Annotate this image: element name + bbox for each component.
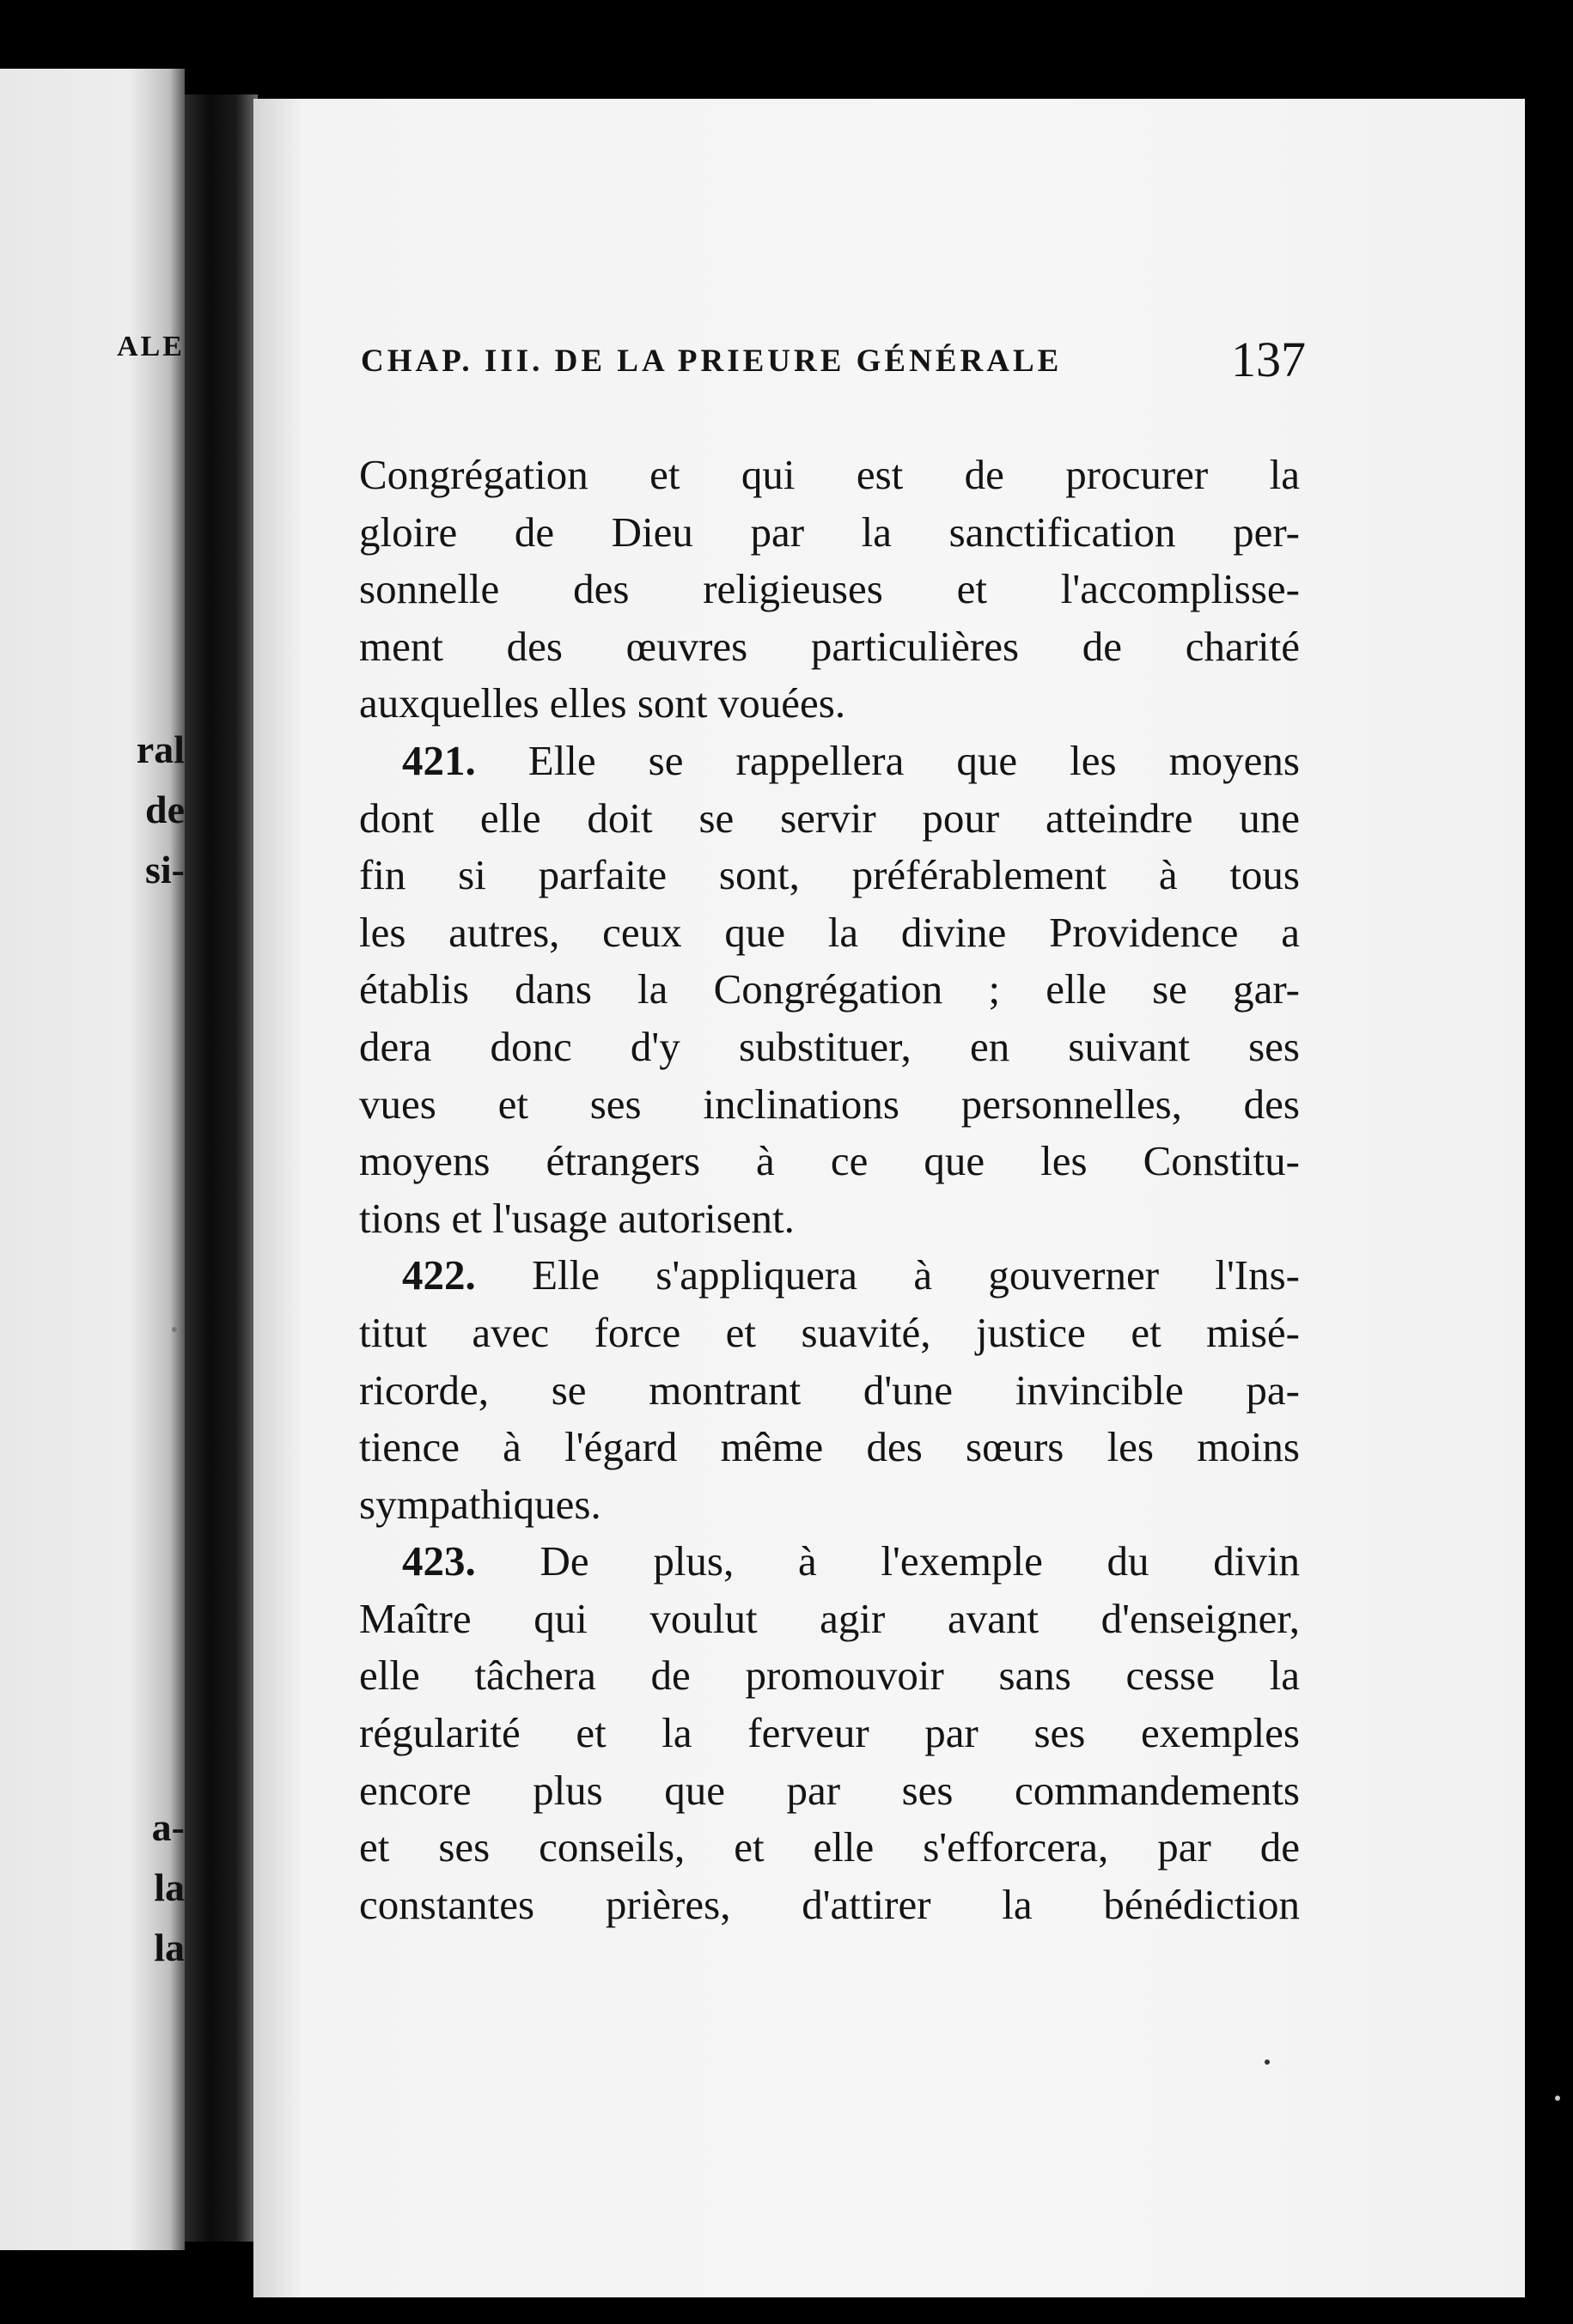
- left-page-text-fragment: ral: [136, 727, 185, 771]
- text-line: les autres, ceux que la divine Providence a: [359, 908, 1300, 956]
- text-line: ricorde, se montrant d'une invincible pa-: [359, 1366, 1300, 1414]
- text-line: sympathiques.: [359, 1480, 601, 1528]
- text-line: fin si parfaite sont, préférablement à tous: [359, 851, 1300, 899]
- paragraph-number: 421.: [402, 736, 476, 784]
- text-line: gloire de Dieu par la sanctification per-: [359, 508, 1300, 556]
- left-page-text-fragment: la: [154, 1926, 185, 1969]
- left-facing-page: [0, 69, 185, 2250]
- text-line: Congrégation et qui est de procurer la: [359, 451, 1300, 498]
- left-page-text-fragment: la: [154, 1865, 185, 1909]
- body-text: [359, 447, 1300, 1933]
- text-line: dera donc d'y substituer, en suivant ses: [359, 1022, 1300, 1070]
- scan-speck: [1265, 2059, 1270, 2065]
- page-number: 137: [1231, 332, 1306, 387]
- text-line: De plus, à l'exemple du divin: [540, 1537, 1300, 1585]
- book-gutter: [185, 94, 258, 2242]
- paragraph-421-first-line: [359, 733, 1300, 790]
- scan-speck: [172, 1327, 177, 1332]
- paragraph-number: 423.: [402, 1537, 476, 1585]
- text-line: régularité et la ferveur par ses exemples: [359, 1709, 1300, 1757]
- text-line: tience à l'égard même des sœurs les moins: [359, 1423, 1300, 1471]
- text-line: Elle s'appliquera à gouverner l'Ins-: [532, 1251, 1300, 1299]
- text-line: Maître qui voulut agir avant d'enseigner,: [359, 1594, 1300, 1642]
- text-line: auxquelles elles sont vouées.: [359, 679, 846, 727]
- text-line: sonnelle des religieuses et l'accomplisse-: [359, 565, 1300, 613]
- left-page-text-fragment: a-: [151, 1805, 185, 1849]
- text-line: Elle se rappellera que les moyens: [527, 736, 1300, 784]
- text-line: vues et ses inclinations personnelles, des: [359, 1080, 1300, 1128]
- paragraph-423-first-line: [359, 1533, 1300, 1591]
- running-head: [361, 331, 1306, 391]
- text-line: elle tâchera de promouvoir sans cesse la: [359, 1652, 1300, 1700]
- text-line: ment des œuvres particulières de charité: [359, 622, 1300, 670]
- running-head-title: CHAP. III. DE LA PRIEURE GÉNÉRALE: [361, 344, 1063, 379]
- text-line: et ses conseils, et elle s'efforcera, par de: [359, 1823, 1300, 1871]
- left-page-text-fragment: de: [145, 788, 185, 831]
- left-page-running-head-fragment: ALE: [117, 331, 185, 362]
- text-line: encore plus que par ses commandements: [359, 1766, 1300, 1814]
- paragraph-number: 422.: [402, 1251, 476, 1299]
- text-line: titut avec force et suavité, justice et misé-: [359, 1308, 1300, 1356]
- text-line: dont elle doit se servir pour atteindre une: [359, 794, 1300, 842]
- left-page-text-fragment: si-: [145, 848, 185, 891]
- scan-speck: [1555, 2096, 1560, 2101]
- text-line: établis dans la Congrégation ; elle se gar-: [359, 965, 1300, 1013]
- text-line: constantes prières, d'attirer la bénédiction: [359, 1880, 1300, 1928]
- text-line: moyens étrangers à ce que les Constitu-: [359, 1137, 1300, 1185]
- paragraph-422-first-line: [359, 1247, 1300, 1305]
- text-line: tions et l'usage autorisent.: [359, 1194, 795, 1242]
